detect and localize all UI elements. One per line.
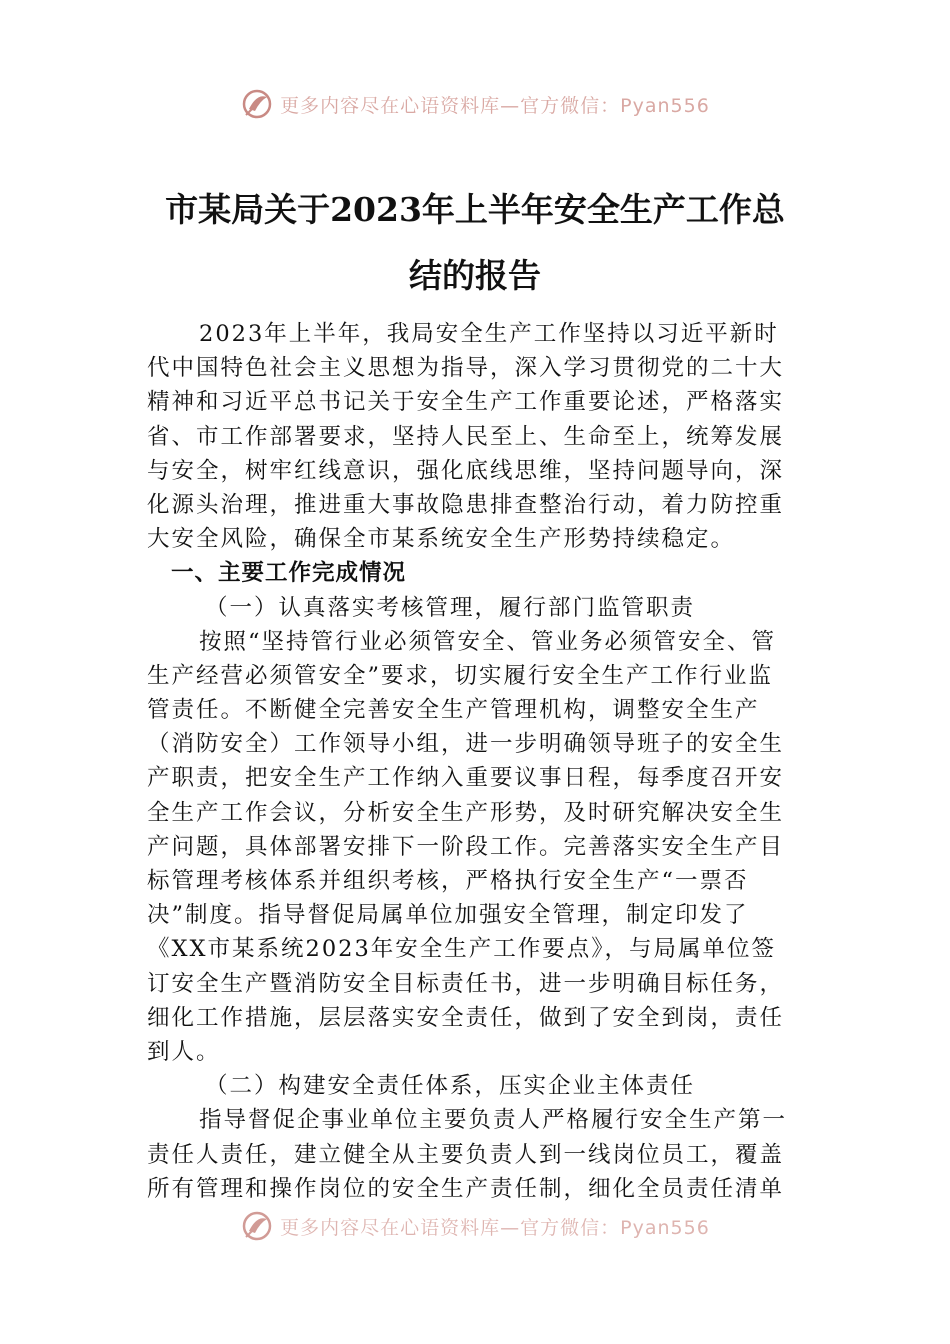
paragraph-line: 《XX市某系统2023年安全生产工作要点》，与局属单位签: [147, 936, 777, 963]
paragraph-line: 决”制度。指导督促局属单位加强安全管理，制定印发了: [147, 902, 749, 929]
paragraph-line: 精神和习近平总书记关于安全生产工作重要论述，严格落实: [147, 389, 785, 416]
watermark-header: [0, 84, 950, 124]
paragraph-line: 产问题，具体部署安排下一阶段工作。完善落实安全生产目: [147, 833, 785, 860]
watermark-footer: [0, 1206, 950, 1246]
paragraph-line: 化源头治理，推进重大事故隐患排查整治行动，着力防控重: [147, 491, 785, 518]
paragraph-line: 2023年上半年，我局安全生产工作坚持以习近平新时: [199, 321, 779, 347]
watermark-logo-icon: [240, 1209, 274, 1243]
watermark-text: 更多内容尽在心语资料库—官方微信：Pyan556: [280, 94, 710, 117]
paragraph-line: 到人。: [147, 1038, 221, 1065]
paragraph-line: 指导督促企事业单位主要负责人严格履行安全生产第一: [199, 1107, 788, 1134]
document-title-line-2: 结的报告: [409, 256, 541, 295]
paragraph-line: 代中国特色社会主义思想为指导，深入学习贯彻党的二十大: [147, 355, 785, 382]
paragraph-line: 产职责，把安全生产工作纳入重要议事日程，每季度召开安: [147, 765, 785, 792]
paragraph-line: 订安全生产暨消防安全目标责任书，进一步明确目标任务，: [147, 970, 785, 997]
paragraph-line: 责任人责任，建立健全从主要负责人到一线岗位员工，覆盖: [147, 1141, 785, 1168]
section-heading: 一、主要工作完成情况: [171, 560, 407, 587]
watermark-text: 更多内容尽在心语资料库—官方微信：Pyan556: [280, 1216, 710, 1239]
paragraph-line: 细化工作措施，层层落实安全责任，做到了安全到岗，责任: [147, 1004, 785, 1031]
paragraph-line: 生产经营必须管安全”要求，切实履行安全生产工作行业监: [147, 662, 774, 689]
paragraph-line: 所有管理和操作岗位的安全生产责任制，细化全员责任清单: [147, 1175, 785, 1202]
document-body: [147, 317, 809, 1206]
paragraph-line: 与安全，树牢红线意识，强化底线思维，坚持问题导向，深: [147, 457, 785, 484]
paragraph-line: 标管理考核体系并组织考核，严格执行安全生产“一票否: [147, 868, 749, 894]
watermark-logo-icon: [240, 87, 274, 121]
paragraph-line: 管责任。不断健全完善安全生产管理机构，调整安全生产: [147, 697, 760, 724]
paragraph-line: 省、市工作部署要求，坚持人民至上、生命至上，统筹发展: [147, 423, 785, 450]
paragraph-line: 大安全风险，确保全市某系统安全生产形势持续稳定。: [147, 526, 736, 553]
section-heading: （二）构建安全责任体系，压实企业主体责任: [205, 1073, 696, 1100]
paragraph-line: 按照“坚持管行业必须管安全、管业务必须管安全、管: [199, 628, 777, 655]
document-title-line-1: 市某局关于2023年上半年安全生产工作总: [165, 190, 785, 229]
paragraph-line: 全生产工作会议，分析安全生产形势，及时研究解决安全生: [147, 799, 785, 826]
section-heading: （一）认真落实考核管理，履行部门监管职责: [205, 594, 696, 621]
paragraph-line: （消防安全）工作领导小组，进一步明确领导班子的安全生: [147, 731, 785, 758]
